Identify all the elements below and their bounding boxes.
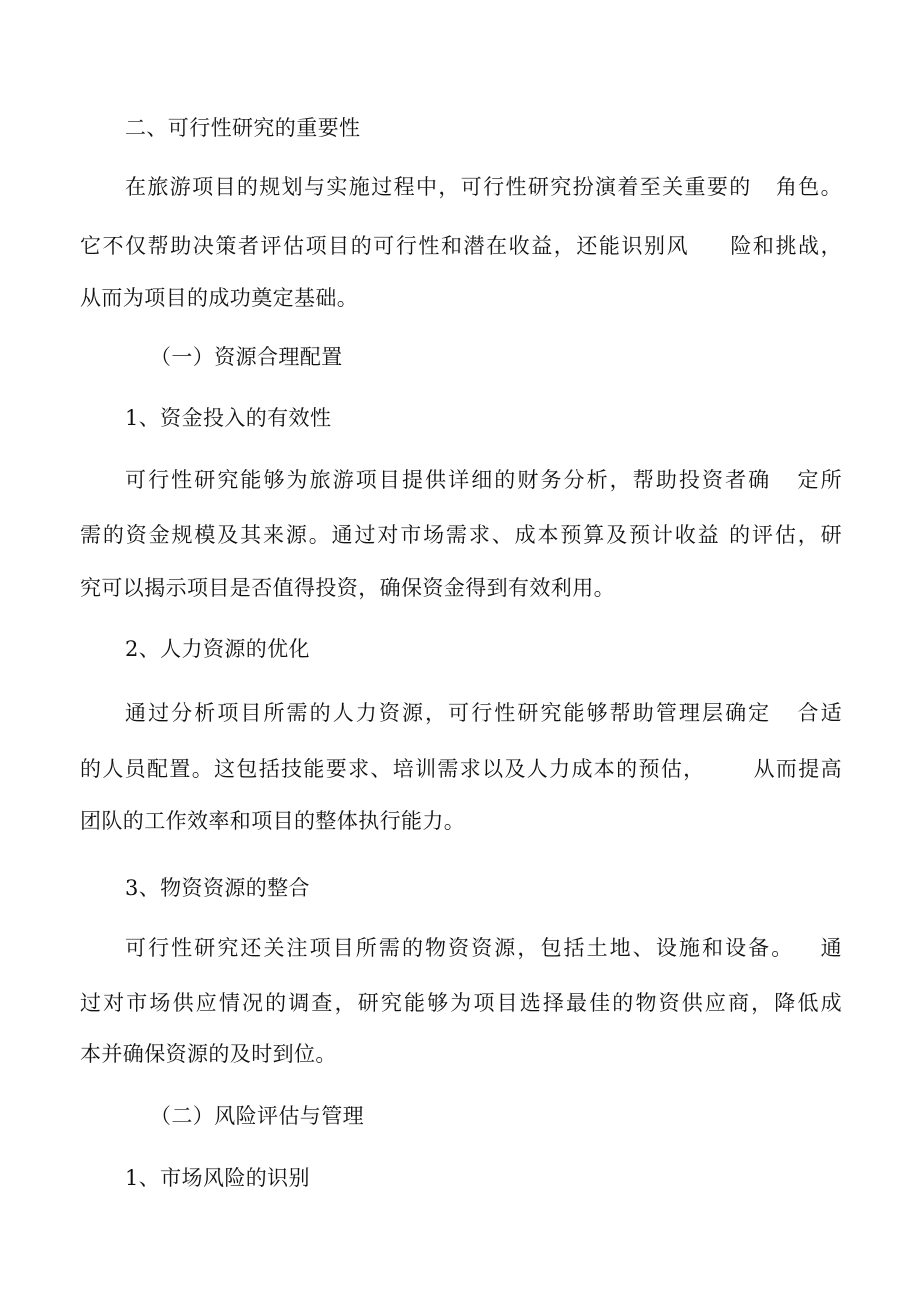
materials-paragraph-line-3: 本并确保资源的及时到位。 [80, 1042, 337, 1066]
funding-paragraph-line-1: 可行性研究能够为旅游项目提供详细的财务分析，帮助投资者确 定所 [125, 468, 842, 492]
hr-paragraph-line-2: 的人员配置。这包括技能要求、培训需求以及人力成本的预估， 从而提高 [80, 757, 842, 781]
item-title-human-resources: 2、人力资源的优化 [125, 637, 310, 661]
item-title-funding: 1、资金投入的有效性 [125, 406, 332, 430]
intro-paragraph-line-1: 在旅游项目的规划与实施过程中，可行性研究扮演着至关重要的 角色。 [125, 175, 842, 199]
funding-paragraph-line-3: 究可以揭示项目是否值得投资，确保资金得到有效利用。 [80, 576, 615, 600]
hr-paragraph-line-1: 通过分析项目所需的人力资源，可行性研究能够帮助管理层确定 合适 [125, 701, 842, 725]
materials-paragraph-line-1: 可行性研究还关注项目所需的物资资源，包括土地、设施和设备。 通 [125, 936, 842, 960]
hr-paragraph-line-3: 团队的工作效率和项目的整体执行能力。 [80, 809, 466, 833]
item-title-market-risk: 1、市场风险的识别 [125, 1166, 310, 1190]
intro-paragraph-line-3: 从而为项目的成功奠定基础。 [80, 286, 359, 310]
section-heading: 二、可行性研究的重要性 [125, 116, 361, 140]
materials-paragraph-line-2: 过对市场供应情况的调查，研究能够为项目选择最佳的物资供应商，降低成 [80, 991, 842, 1015]
intro-paragraph-line-2: 它不仅帮助决策者评估项目的可行性和潜在收益，还能识别风 险和挑战， [80, 234, 842, 258]
funding-paragraph-line-2: 需的资金规模及其来源。通过对市场需求、成本预算及预计收益 的评估，研 [80, 523, 842, 547]
subsection-title-resources: （一）资源合理配置 [150, 345, 343, 369]
subsection-title-risk: （二）风险评估与管理 [150, 1104, 364, 1128]
item-title-materials: 3、物资资源的整合 [125, 876, 310, 900]
